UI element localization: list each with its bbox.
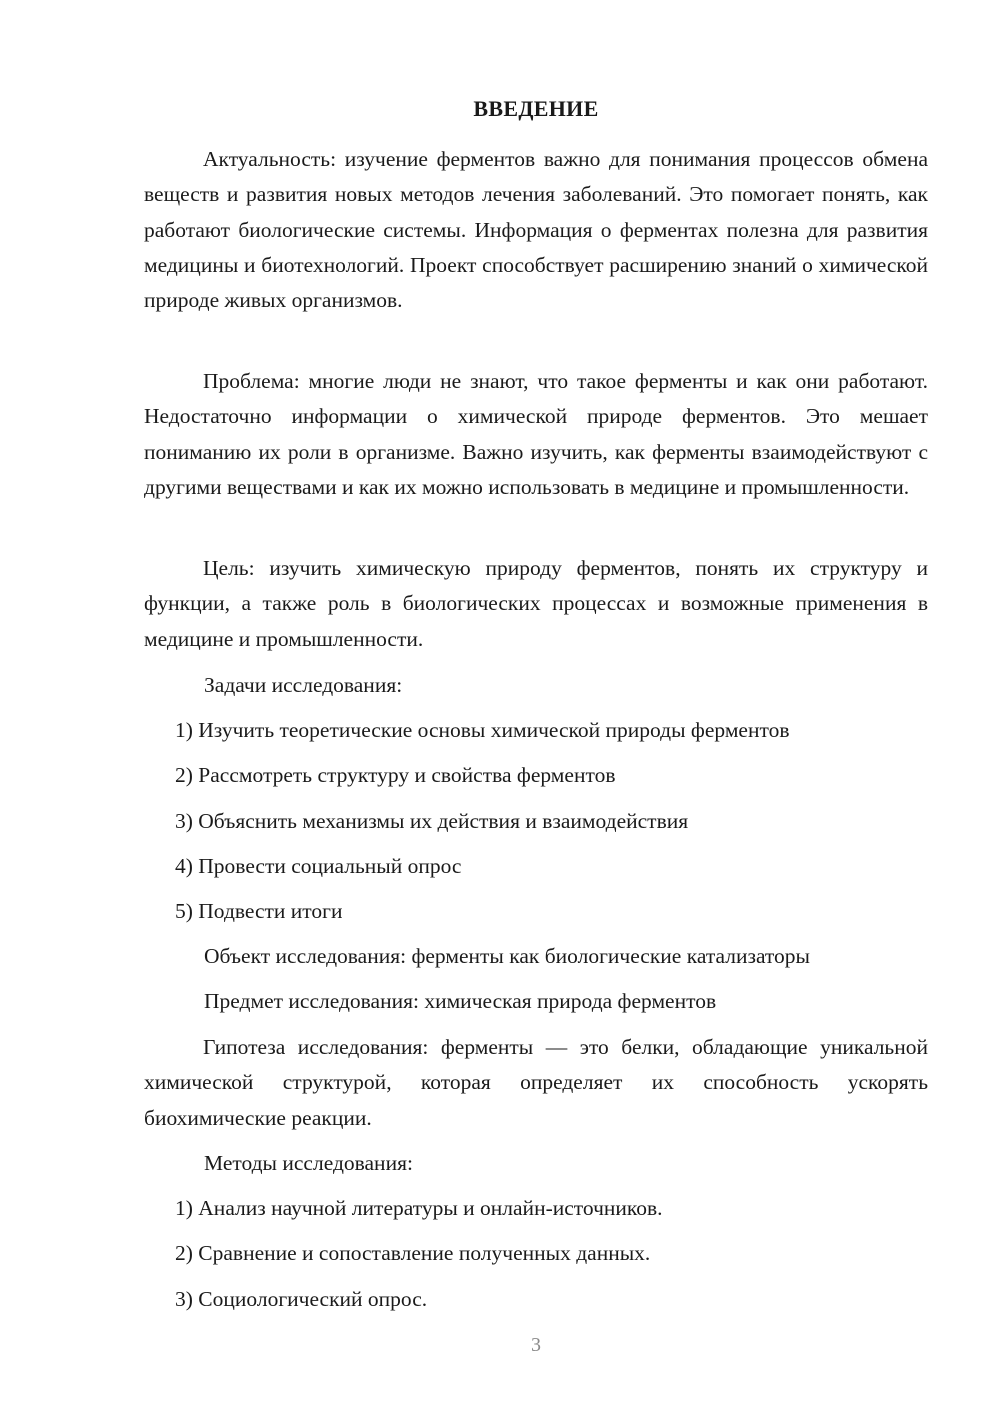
- research-object: Объект исследования: ферменты как биологические катализаторы: [204, 944, 810, 968]
- research-subject: Предмет исследования: химическая природа ферментов: [204, 989, 717, 1013]
- method-item-3: 3) Социологический опрос.: [175, 1287, 428, 1311]
- task-item-3: 3) Объяснить механизмы их действия и взаимодействия: [175, 809, 689, 833]
- hypothesis-paragraph: Гипотеза исследования: ферменты — это белки, обладающие уникальной химической структурой, которая определяет их способность ускорять биохимические реакции.: [144, 1035, 928, 1130]
- relevance-paragraph: Актуальность: изучение ферментов важно для понимания процессов обмена веществ и развития новых методов лечения заболеваний. Это помогает понять, как работают биологические системы. Информация о ферментах полезна для развития медицины и биотехнологий. Проект способствует расширению знаний о химической природе живых организмов.: [144, 147, 928, 313]
- page-number: 3: [531, 1334, 541, 1356]
- page-title: ВВЕДЕНИЕ: [473, 96, 599, 121]
- method-item-1: 1) Анализ научной литературы и онлайн-источников.: [175, 1196, 663, 1220]
- problem-paragraph: Проблема: многие люди не знают, что такое ферменты и как они работают. Недостаточно информации о химической природе ферментов. Это мешает пониманию их роли в организме. Важно изучить, как ферменты взаимодействуют с другими веществами и как их можно использовать в медицине и промышленности.: [144, 369, 928, 499]
- method-item-2: 2) Сравнение и сопоставление полученных данных.: [175, 1241, 651, 1265]
- methods-heading: Методы исследования:: [204, 1151, 413, 1175]
- tasks-heading: Задачи исследования:: [204, 673, 403, 697]
- goal-paragraph: Цель: изучить химическую природу ферментов, понять их структуру и функции, а также роль в биологических процессах и возможные применения в медицине и промышленности.: [144, 556, 928, 651]
- task-item-5: 5) Подвести итоги: [175, 899, 343, 923]
- task-item-1: 1) Изучить теоретические основы химической природы ферментов: [175, 718, 790, 742]
- task-item-2: 2) Рассмотреть структуру и свойства ферментов: [175, 763, 616, 787]
- task-item-4: 4) Провести социальный опрос: [175, 854, 462, 878]
